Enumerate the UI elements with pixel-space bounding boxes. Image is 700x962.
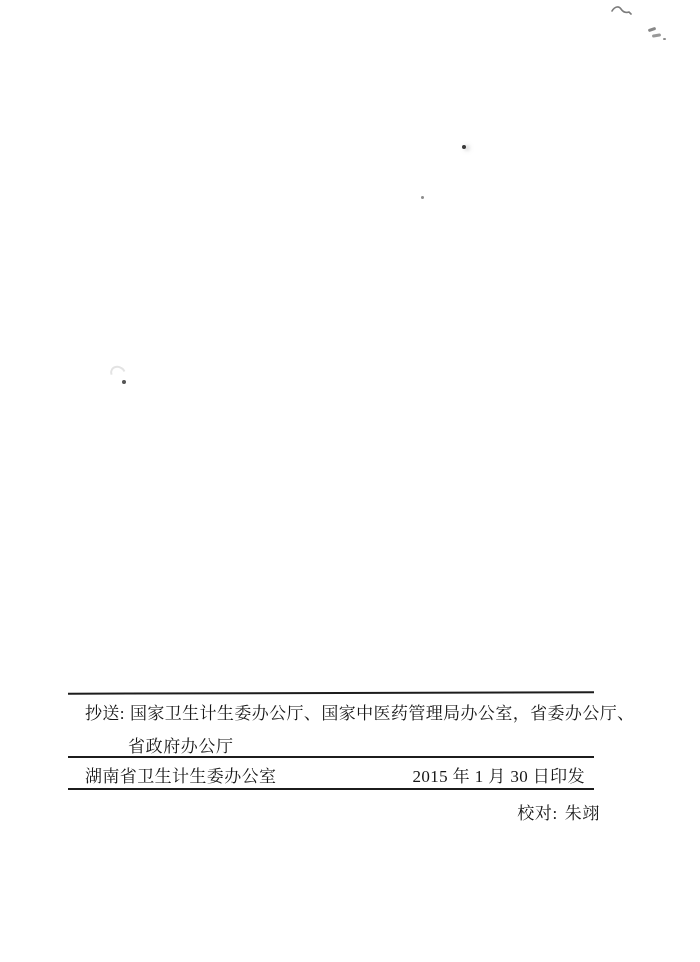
scan-speck bbox=[122, 380, 126, 384]
scan-squiggle-mark bbox=[611, 5, 633, 17]
scan-speck bbox=[648, 27, 657, 32]
scan-speck bbox=[421, 196, 424, 199]
scan-speck bbox=[663, 38, 666, 40]
scan-speck bbox=[652, 33, 661, 38]
proofreader-name: 朱翊 bbox=[564, 804, 600, 823]
cc-recipients-line1: 国家卫生计生委办公厅、国家中医药管理局办公室，省委办公厅、 bbox=[129, 704, 635, 723]
footer-middle-rule bbox=[68, 756, 594, 758]
print-date: 2015 年 1 月 30 日印发 bbox=[412, 767, 585, 786]
proofreader-label: 校对: bbox=[517, 804, 558, 823]
proofreader-row bbox=[517, 799, 600, 824]
scan-speck bbox=[462, 145, 466, 149]
footer-bottom-rule bbox=[68, 788, 594, 790]
issue-row bbox=[85, 762, 585, 787]
cc-label: 抄送: bbox=[85, 704, 125, 723]
cc-line bbox=[85, 699, 645, 724]
issuing-office: 湖南省卫生计生委办公室 bbox=[85, 767, 277, 786]
footer-top-rule bbox=[68, 691, 594, 694]
cc-recipients-line2: 省政府办公厅 bbox=[128, 737, 234, 756]
